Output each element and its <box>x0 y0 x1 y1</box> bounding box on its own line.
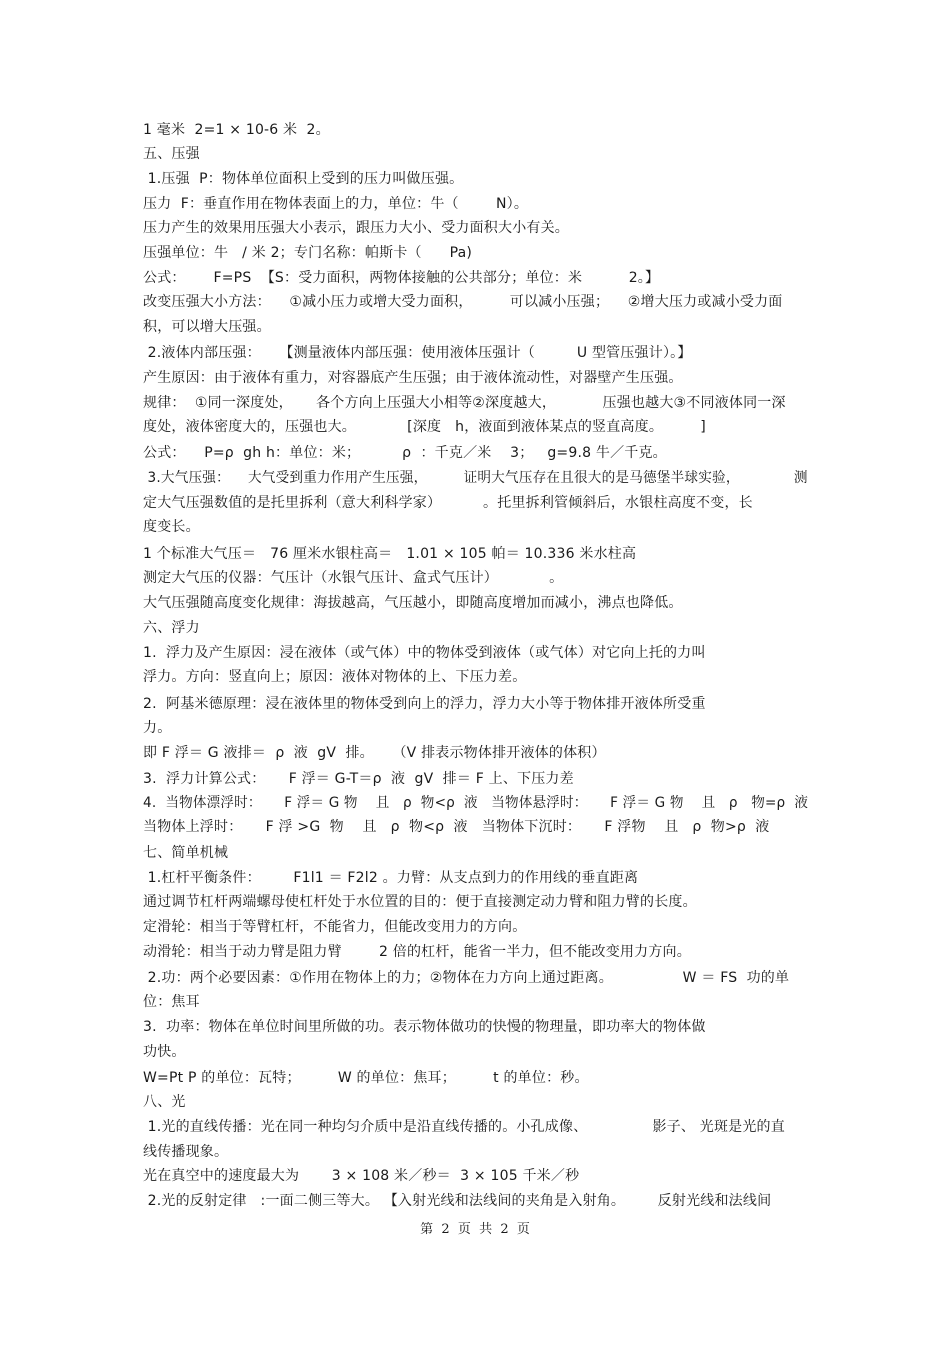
text-line: 通过调节杠杆两端螺母使杠杆处于水位置的目的：便于直接测定动力臂和阻力臂的长度。 <box>143 894 697 910</box>
text-line: 测定大气压的仪器：气压计（水银气压计、盒式气压计） 。 <box>143 570 564 586</box>
text-line: 即 F 浮＝ G 液排＝ ρ 液 gV 排。 （V 排表示物体排开液体的体积） <box>143 745 606 761</box>
text-line: 压力 F：垂直作用在物体表面上的力，单位：牛（ N）。 <box>143 196 529 212</box>
text-line: 产生原因：由于液体有重力，对容器底产生压强；由于液体流动性，对器壁产生压强。 <box>143 370 683 386</box>
text-line: 五、压强 <box>143 146 200 162</box>
text-line: 度变长。 <box>143 519 200 535</box>
text-line: 浮力。方向：竖直向上；原因：液体对物体的上、下压力差。 <box>143 669 527 685</box>
text-line: 光在真空中的速度最大为 3 × 108 米／秒＝ 3 × 105 千米／秒 <box>143 1168 580 1184</box>
text-line: 规律： ①同一深度处， 各个方向上压强大小相等②深度越大， 压强也越大③不同液体同一深 <box>143 395 786 411</box>
text-line: 1.光的直线传播：光在同一种均匀介质中是沿直线传播的。小孔成像、 影子、 光斑是光的直 <box>143 1119 785 1135</box>
text-line: 2. 阿基米德原理：浸在液体里的物体受到向上的浮力，浮力大小等于物体排开液体所受重 <box>143 696 706 712</box>
text-line: 3.大气压强： 大气受到重力作用产生压强， 证明大气压存在且很大的是马德堡半球实验， 测 <box>143 470 808 486</box>
text-line: W=Pt P 的单位：瓦特； W 的单位：焦耳； t 的单位：秒。 <box>143 1070 589 1086</box>
text-line: 3. 浮力计算公式： F 浮＝ G-T＝ρ 液 gV 排＝ F 上、下压力差 <box>143 771 574 787</box>
text-line: 2.功：两个必要因素：①作用在物体上的力；②物体在力方向上通过距离。 W ＝ FS 功的单 <box>143 970 790 986</box>
text-line: 1 毫米 2=1 × 10-6 米 2。 <box>143 122 330 138</box>
text-line: 公式： P=ρ gh h：单位：米； ρ ：千克／米 3； g=9.8 牛／千克。 <box>143 445 667 461</box>
text-line: 度处，液体密度大的，压强也大。 [深度 h，液面到液体某点的竖直高度。 ] <box>143 419 706 435</box>
text-line: 位：焦耳 <box>143 994 200 1010</box>
text-line: 压力产生的效果用压强大小表示，跟压力大小、受力面积大小有关。 <box>143 220 569 236</box>
text-line: 1. 浮力及产生原因：浸在液体（或气体）中的物体受到液体（或气体）对它向上托的力叫 <box>143 645 706 661</box>
text-line: 1.杠杆平衡条件： F1l1 ＝ F2l2 。力臂：从支点到力的作用线的垂直距离 <box>143 870 639 886</box>
text-line: 改变压强大小方法： ①减小压力或增大受力面积， 可以减小压强； ②增大压力或减小受力面 <box>143 294 783 310</box>
text-line: 八、光 <box>143 1094 186 1110</box>
text-line: 3. 功率：物体在单位时间里所做的功。表示物体做功的快慢的物理量，即功率大的物体做 <box>143 1019 706 1035</box>
text-line: 定大气压强数值的是托里拆利（意大利科学家） 。托里拆利管倾斜后，水银柱高度不变，长 <box>143 495 753 511</box>
text-line: 当物体上浮时： F 浮 >G 物 且 ρ 物<ρ 液 当物体下沉时： F 浮物 且 ρ 物>ρ 液 <box>143 819 770 835</box>
text-line: 功快。 <box>143 1044 186 1060</box>
text-line: 2.液体内部压强： 【测量液体内部压强：使用液体压强计（ U 型管压强计）。】 <box>143 345 692 361</box>
text-line: 积，可以增大压强。 <box>143 319 271 335</box>
text-line: 线传播现象。 <box>143 1144 229 1160</box>
text-line: 1.压强 P：物体单位面积上受到的压力叫做压强。 <box>143 171 464 187</box>
text-line: 4. 当物体漂浮时： F 浮＝ G 物 且 ρ 物<ρ 液 当物体悬浮时： F 浮＝ G 物 且 ρ 物=ρ 液 <box>143 795 809 811</box>
text-line: 压强单位：牛 / 米 2；专门名称：帕斯卡（ Pa) <box>143 245 473 261</box>
text-line: 2.光的反射定律 :一面二侧三等大。 【入射光线和法线间的夹角是入射角。 反射光线和法线间 <box>143 1193 772 1209</box>
text-line: 公式： F=PS 【S：受力面积，两物体接触的公共部分；单位：米 2。】 <box>143 270 660 286</box>
text-line: 定滑轮：相当于等臂杠杆，不能省力，但能改变用力的方向。 <box>143 919 527 935</box>
text-line: 七、简单机械 <box>143 845 229 861</box>
text-line: 大气压强随高度变化规律：海拔越高，气压越小，即随高度增加而减小，沸点也降低。 <box>143 595 683 611</box>
text-line: 六、浮力 <box>143 620 200 636</box>
text-line: 力。 <box>143 720 172 736</box>
text-line: 1 个标准大气压＝ 76 厘米水银柱高＝ 1.01 × 105 帕＝ 10.336 米水柱高 <box>143 546 637 562</box>
page-footer: 第 2 页 共 2 页 <box>420 1222 530 1237</box>
text-line: 动滑轮：相当于动力臂是阻力臂 2 倍的杠杆，能省一半力，但不能改变用力方向。 <box>143 944 691 960</box>
